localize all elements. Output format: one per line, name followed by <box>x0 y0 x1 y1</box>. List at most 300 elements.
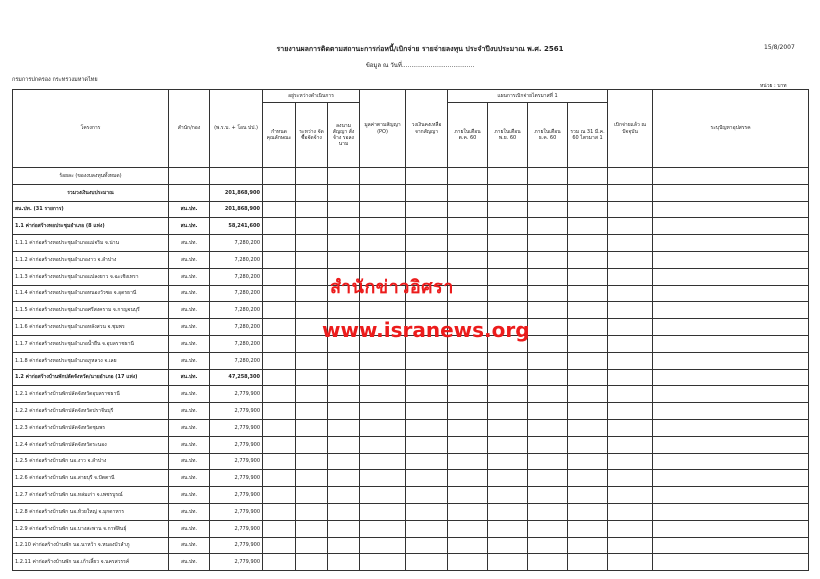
cell-empty <box>488 302 528 319</box>
cell-empty <box>328 184 360 201</box>
cell-empty <box>528 470 568 487</box>
cell-empty <box>360 470 406 487</box>
cell-empty <box>568 487 608 504</box>
cell-agency: สน.ปท. <box>169 503 210 520</box>
report-table-body <box>13 168 809 571</box>
col-agency: สำนัก/กอง <box>169 90 210 168</box>
cell-empty <box>406 554 448 571</box>
cell-agency <box>169 168 210 185</box>
cell-empty <box>328 251 360 268</box>
cell-empty <box>608 352 653 369</box>
cell-empty <box>360 168 406 185</box>
cell-empty <box>528 403 568 420</box>
cell-empty <box>608 554 653 571</box>
cell-agency: สน.ปท. <box>169 403 210 420</box>
cell-empty <box>406 520 448 537</box>
cell-empty <box>263 352 296 369</box>
cell-budget: 2,779,900 <box>210 503 263 520</box>
cell-empty <box>488 184 528 201</box>
cell-empty <box>653 352 809 369</box>
col-plan-dec: ภายในเดือน ธ.ค. 60 <box>528 103 568 168</box>
cell-empty <box>488 218 528 235</box>
cell-empty <box>296 554 328 571</box>
cell-empty <box>653 503 809 520</box>
cell-empty <box>406 168 448 185</box>
cell-empty <box>360 487 406 504</box>
cell-agency: สน.ปท. <box>169 436 210 453</box>
cell-empty <box>488 554 528 571</box>
cell-empty <box>296 436 328 453</box>
cell-empty <box>528 436 568 453</box>
cell-empty <box>448 251 488 268</box>
col-procure-purchase: ระหว่าง จัดซื้อจัดจ้าง <box>296 103 328 168</box>
cell-empty <box>608 184 653 201</box>
cell-empty <box>296 503 328 520</box>
cell-budget: 7,280,200 <box>210 302 263 319</box>
cell-agency: สน.ปท. <box>169 302 210 319</box>
cell-empty <box>653 235 809 252</box>
cell-empty <box>488 520 528 537</box>
cell-empty <box>263 251 296 268</box>
cell-empty <box>263 302 296 319</box>
cell-budget: 58,241,600 <box>210 218 263 235</box>
cell-agency: สน.ปท. <box>169 268 210 285</box>
cell-budget: 2,779,900 <box>210 537 263 554</box>
cell-empty <box>528 487 568 504</box>
cell-empty <box>328 503 360 520</box>
col-procure-spec: กำหนด คุณลักษณะ <box>263 103 296 168</box>
cell-empty <box>296 201 328 218</box>
cell-empty <box>488 470 528 487</box>
cell-empty <box>328 470 360 487</box>
cell-project: 1.2.3 ค่าก่อสร้างบ้านพักปลัดจังหวัดชุมพร <box>13 419 169 436</box>
cell-empty <box>608 201 653 218</box>
cell-empty <box>296 419 328 436</box>
cell-agency: สน.ปท. <box>169 218 210 235</box>
unit-label: หน่วย : บาท <box>760 83 787 89</box>
cell-empty <box>296 268 328 285</box>
cell-budget: 7,280,200 <box>210 251 263 268</box>
cell-agency <box>169 184 210 201</box>
cell-empty <box>263 335 296 352</box>
cell-project: 1.2.7 ค่าก่อสร้างบ้านพัก นอ.หล่มเก่า จ.เพชรบูรณ์ <box>13 487 169 504</box>
cell-empty <box>568 419 608 436</box>
cell-agency: สน.ปท. <box>169 251 210 268</box>
col-remaining: วงเงินคงเหลือ จากสัญญา <box>406 90 448 168</box>
cell-empty <box>406 403 448 420</box>
cell-project: 1.1.8 ค่าก่อสร้างหอประชุมอำเภอภูหลวง จ.เลย <box>13 352 169 369</box>
cell-empty <box>528 520 568 537</box>
cell-empty <box>263 403 296 420</box>
cell-empty <box>328 554 360 571</box>
cell-empty <box>328 436 360 453</box>
cell-empty <box>263 184 296 201</box>
cell-empty <box>608 268 653 285</box>
cell-empty <box>406 470 448 487</box>
cell-project: 1.1.4 ค่าก่อสร้างหอประชุมอำเภอหนองวัวซอ จ.อุดรธานี <box>13 285 169 302</box>
cell-empty <box>360 453 406 470</box>
cell-budget: 2,779,900 <box>210 419 263 436</box>
cell-empty <box>263 554 296 571</box>
cell-empty <box>448 168 488 185</box>
cell-empty <box>406 537 448 554</box>
cell-empty <box>653 335 809 352</box>
cell-empty <box>448 218 488 235</box>
cell-empty <box>528 352 568 369</box>
col-disbursed: เบิกจ่ายแล้ว ณ ปัจจุบัน <box>608 90 653 168</box>
col-plan-nov: ภายในเดือน พ.ย. 60 <box>488 103 528 168</box>
cell-empty <box>263 201 296 218</box>
cell-empty <box>488 201 528 218</box>
cell-agency: สน.ปท. <box>169 554 210 571</box>
cell-empty <box>263 168 296 185</box>
cell-agency: สน.ปท. <box>169 419 210 436</box>
cell-empty <box>608 436 653 453</box>
cell-empty <box>608 386 653 403</box>
cell-empty <box>406 386 448 403</box>
cell-empty <box>568 436 608 453</box>
cell-project: 1.2.6 ค่าก่อสร้างบ้านพัก นอ.สายบุรี จ.ปัตตานี <box>13 470 169 487</box>
table-row <box>13 168 809 185</box>
col-procure-sign: ลงนามสัญญา สั่งจ้าง รอลงนาม <box>328 103 360 168</box>
watermark-name: สำนักข่าวอิศรา <box>330 277 454 298</box>
cell-empty <box>406 218 448 235</box>
cell-empty <box>448 537 488 554</box>
cell-empty <box>568 335 608 352</box>
cell-project: 1.1.2 ค่าก่อสร้างหอประชุมอำเภองาว จ.ลำปาง <box>13 251 169 268</box>
table-row <box>13 369 809 386</box>
cell-empty <box>653 251 809 268</box>
cell-empty <box>488 268 528 285</box>
cell-empty <box>568 218 608 235</box>
cell-empty <box>608 335 653 352</box>
cell-agency: สน.ปท. <box>169 235 210 252</box>
cell-empty <box>568 386 608 403</box>
col-budget: (พ.ร.บ. + โอน ปป.) <box>210 90 263 168</box>
cell-project: 1.2.4 ค่าก่อสร้างบ้านพักปลัดจังหวัดระนอง <box>13 436 169 453</box>
col-issues: ระบุปัญหาอุปสรรค <box>653 90 809 168</box>
cell-empty <box>528 554 568 571</box>
cell-agency: สน.ปท. <box>169 520 210 537</box>
cell-budget: 7,280,200 <box>210 268 263 285</box>
cell-empty <box>568 235 608 252</box>
cell-empty <box>568 168 608 185</box>
cell-project: 1.1 ค่าก่อสร้างหอประชุมอำเภอ (8 แห่ง) <box>13 218 169 235</box>
cell-agency: สน.ปท. <box>169 453 210 470</box>
cell-empty <box>448 403 488 420</box>
cell-project: 1.2.1 ค่าก่อสร้างบ้านพักปลัดจังหวัดอุบลราชธานี <box>13 386 169 403</box>
table-row <box>13 470 809 487</box>
cell-empty <box>568 302 608 319</box>
cell-empty <box>360 419 406 436</box>
cell-empty <box>406 436 448 453</box>
cell-empty <box>608 453 653 470</box>
cell-empty <box>568 537 608 554</box>
cell-empty <box>568 520 608 537</box>
cell-empty <box>653 453 809 470</box>
col-plan-oct: ภายในเดือน ต.ค. 60 <box>448 103 488 168</box>
cell-empty <box>653 386 809 403</box>
cell-empty <box>263 235 296 252</box>
cell-budget: 2,779,900 <box>210 487 263 504</box>
cell-budget: 7,280,200 <box>210 235 263 252</box>
cell-empty <box>296 235 328 252</box>
cell-budget: 201,868,900 <box>210 184 263 201</box>
cell-empty <box>568 251 608 268</box>
cell-empty <box>448 470 488 487</box>
col-project: โครงการ <box>13 90 169 168</box>
cell-budget <box>210 168 263 185</box>
cell-empty <box>448 201 488 218</box>
cell-empty <box>528 453 568 470</box>
table-row <box>13 352 809 369</box>
cell-project: 1.1.5 ค่าก่อสร้างหอประชุมอำเภอศรีสงคราม จ.กาญจนบุรี <box>13 302 169 319</box>
cell-empty <box>360 436 406 453</box>
cell-project: 1.1.3 ค่าก่อสร้างหอประชุมอำเภอแปลงยาว จ.ฉะเชิงเทรา <box>13 268 169 285</box>
cell-empty <box>608 235 653 252</box>
cell-agency: สน.ปท. <box>169 352 210 369</box>
cell-empty <box>488 168 528 185</box>
cell-empty <box>608 403 653 420</box>
table-row <box>13 235 809 252</box>
cell-project: ร้อยละ (ของงบลงทุนทั้งหมด) <box>13 168 169 185</box>
cell-agency: สน.ปท. <box>169 386 210 403</box>
cell-empty <box>360 352 406 369</box>
cell-empty <box>653 369 809 386</box>
cell-project: 1.1.7 ค่าก่อสร้างหอประชุมอำเภอน้ำยืน จ.อุบลราชธานี <box>13 335 169 352</box>
cell-empty <box>328 302 360 319</box>
table-row <box>13 436 809 453</box>
cell-empty <box>653 403 809 420</box>
col-plan-group: แผนการเบิกจ่ายไตรมาสที่ 1 <box>448 90 608 103</box>
cell-empty <box>328 419 360 436</box>
cell-empty <box>360 503 406 520</box>
table-row <box>13 403 809 420</box>
cell-empty <box>296 218 328 235</box>
cell-empty <box>653 218 809 235</box>
cell-agency: สน.ปท. <box>169 285 210 302</box>
cell-empty <box>608 251 653 268</box>
cell-budget: 2,779,900 <box>210 386 263 403</box>
cell-empty <box>328 352 360 369</box>
cell-empty <box>448 453 488 470</box>
cell-empty <box>653 319 809 336</box>
cell-empty <box>263 503 296 520</box>
cell-empty <box>360 520 406 537</box>
cell-empty <box>328 537 360 554</box>
col-plan-total: รวม ณ 31 มี.ค. 60 ไตรมาส 1 <box>568 103 608 168</box>
cell-agency: สน.ปท. <box>169 369 210 386</box>
cell-project: รวมวงเงินงบประมาณ <box>13 184 169 201</box>
cell-project: 1.2.10 ค่าก่อสร้างบ้านพัก นอ.นาหว้า จ.หนองบัวลำภู <box>13 537 169 554</box>
cell-empty <box>360 184 406 201</box>
cell-empty <box>528 168 568 185</box>
cell-empty <box>528 335 568 352</box>
table-row <box>13 453 809 470</box>
cell-empty <box>360 386 406 403</box>
cell-budget: 47,258,300 <box>210 369 263 386</box>
cell-budget: 2,779,900 <box>210 453 263 470</box>
cell-empty <box>263 386 296 403</box>
cell-empty <box>406 184 448 201</box>
cell-empty <box>488 369 528 386</box>
cell-empty <box>360 537 406 554</box>
cell-empty <box>296 184 328 201</box>
cell-empty <box>528 419 568 436</box>
cell-empty <box>448 302 488 319</box>
cell-budget: 2,779,900 <box>210 470 263 487</box>
cell-empty <box>328 201 360 218</box>
cell-agency: สน.ปท. <box>169 470 210 487</box>
cell-empty <box>608 487 653 504</box>
cell-empty <box>448 369 488 386</box>
cell-empty <box>406 352 448 369</box>
cell-empty <box>528 235 568 252</box>
cell-empty <box>328 369 360 386</box>
cell-empty <box>263 470 296 487</box>
cell-empty <box>568 319 608 336</box>
cell-empty <box>608 319 653 336</box>
cell-empty <box>448 352 488 369</box>
cell-empty <box>263 285 296 302</box>
cell-empty <box>528 218 568 235</box>
cell-empty <box>568 352 608 369</box>
cell-empty <box>608 168 653 185</box>
cell-empty <box>448 487 488 504</box>
report-subtitle: ข้อมูล ณ วันที่...................................... <box>365 62 475 69</box>
cell-empty <box>608 537 653 554</box>
cell-empty <box>406 419 448 436</box>
cell-empty <box>448 520 488 537</box>
cell-empty <box>296 487 328 504</box>
cell-empty <box>653 285 809 302</box>
cell-empty <box>653 470 809 487</box>
cell-empty <box>608 285 653 302</box>
table-row <box>13 537 809 554</box>
cell-empty <box>360 369 406 386</box>
cell-empty <box>360 302 406 319</box>
cell-empty <box>528 537 568 554</box>
cell-empty <box>406 201 448 218</box>
cell-empty <box>296 302 328 319</box>
cell-empty <box>296 386 328 403</box>
cell-empty <box>653 268 809 285</box>
col-contract-value: มูลค่าตามสัญญา (PO) <box>360 90 406 168</box>
cell-empty <box>328 453 360 470</box>
cell-empty <box>448 184 488 201</box>
cell-agency: สน.ปท. <box>169 335 210 352</box>
cell-empty <box>263 369 296 386</box>
cell-empty <box>653 487 809 504</box>
cell-project: 1.2.9 ค่าก่อสร้างบ้านพัก นอ.บางสะพาน จ.กาฬสินธุ์ <box>13 520 169 537</box>
cell-empty <box>296 453 328 470</box>
cell-empty <box>653 537 809 554</box>
cell-empty <box>448 419 488 436</box>
cell-empty <box>406 487 448 504</box>
cell-empty <box>360 218 406 235</box>
cell-empty <box>448 503 488 520</box>
cell-project: สน.ปท. (31 รายการ) <box>13 201 169 218</box>
table-row <box>13 184 809 201</box>
table-row <box>13 487 809 504</box>
cell-agency: สน.ปท. <box>169 537 210 554</box>
cell-empty <box>296 403 328 420</box>
cell-budget: 201,868,900 <box>210 201 263 218</box>
cell-empty <box>263 319 296 336</box>
cell-empty <box>568 201 608 218</box>
cell-empty <box>608 419 653 436</box>
cell-empty <box>296 168 328 185</box>
cell-empty <box>448 436 488 453</box>
cell-empty <box>360 554 406 571</box>
table-row <box>13 554 809 571</box>
organization-label: กรมการปกครอง กระทรวงมหาดไทย <box>12 77 98 83</box>
cell-agency: สน.ปท. <box>169 487 210 504</box>
cell-empty <box>328 520 360 537</box>
cell-empty <box>608 520 653 537</box>
cell-empty <box>328 386 360 403</box>
cell-empty <box>488 487 528 504</box>
cell-empty <box>263 487 296 504</box>
cell-empty <box>296 470 328 487</box>
cell-budget: 7,280,200 <box>210 285 263 302</box>
cell-empty <box>568 470 608 487</box>
cell-project: 1.2.8 ค่าก่อสร้างบ้านพัก นอ.ห้วยใหญ่ จ.มุกดาหาร <box>13 503 169 520</box>
cell-empty <box>296 537 328 554</box>
col-procure-group: อยู่ระหว่างดำเนินการ <box>263 90 360 103</box>
cell-empty <box>328 218 360 235</box>
cell-empty <box>488 251 528 268</box>
cell-empty <box>608 302 653 319</box>
cell-budget: 7,280,200 <box>210 335 263 352</box>
cell-project: 1.1.1 ค่าก่อสร้างหอประชุมอำเภอแม่จริม จ.น่าน <box>13 235 169 252</box>
cell-empty <box>608 470 653 487</box>
cell-empty <box>488 436 528 453</box>
cell-empty <box>568 503 608 520</box>
cell-empty <box>528 201 568 218</box>
cell-empty <box>568 285 608 302</box>
cell-empty <box>488 537 528 554</box>
cell-empty <box>528 302 568 319</box>
cell-empty <box>406 453 448 470</box>
cell-empty <box>653 168 809 185</box>
cell-empty <box>488 453 528 470</box>
cell-empty <box>528 285 568 302</box>
cell-budget: 7,280,200 <box>210 352 263 369</box>
cell-empty <box>263 218 296 235</box>
cell-empty <box>568 369 608 386</box>
cell-empty <box>568 403 608 420</box>
cell-empty <box>488 285 528 302</box>
cell-empty <box>328 235 360 252</box>
cell-empty <box>528 503 568 520</box>
table-row <box>13 520 809 537</box>
table-row <box>13 302 809 319</box>
cell-empty <box>296 251 328 268</box>
report-date: 15/8/2007 <box>764 44 795 51</box>
cell-empty <box>488 403 528 420</box>
cell-empty <box>488 386 528 403</box>
cell-empty <box>406 369 448 386</box>
cell-empty <box>488 419 528 436</box>
cell-empty <box>653 419 809 436</box>
cell-agency: สน.ปท. <box>169 201 210 218</box>
cell-empty <box>608 503 653 520</box>
cell-empty <box>296 352 328 369</box>
cell-budget: 2,779,900 <box>210 403 263 420</box>
cell-empty <box>263 419 296 436</box>
cell-empty <box>406 302 448 319</box>
